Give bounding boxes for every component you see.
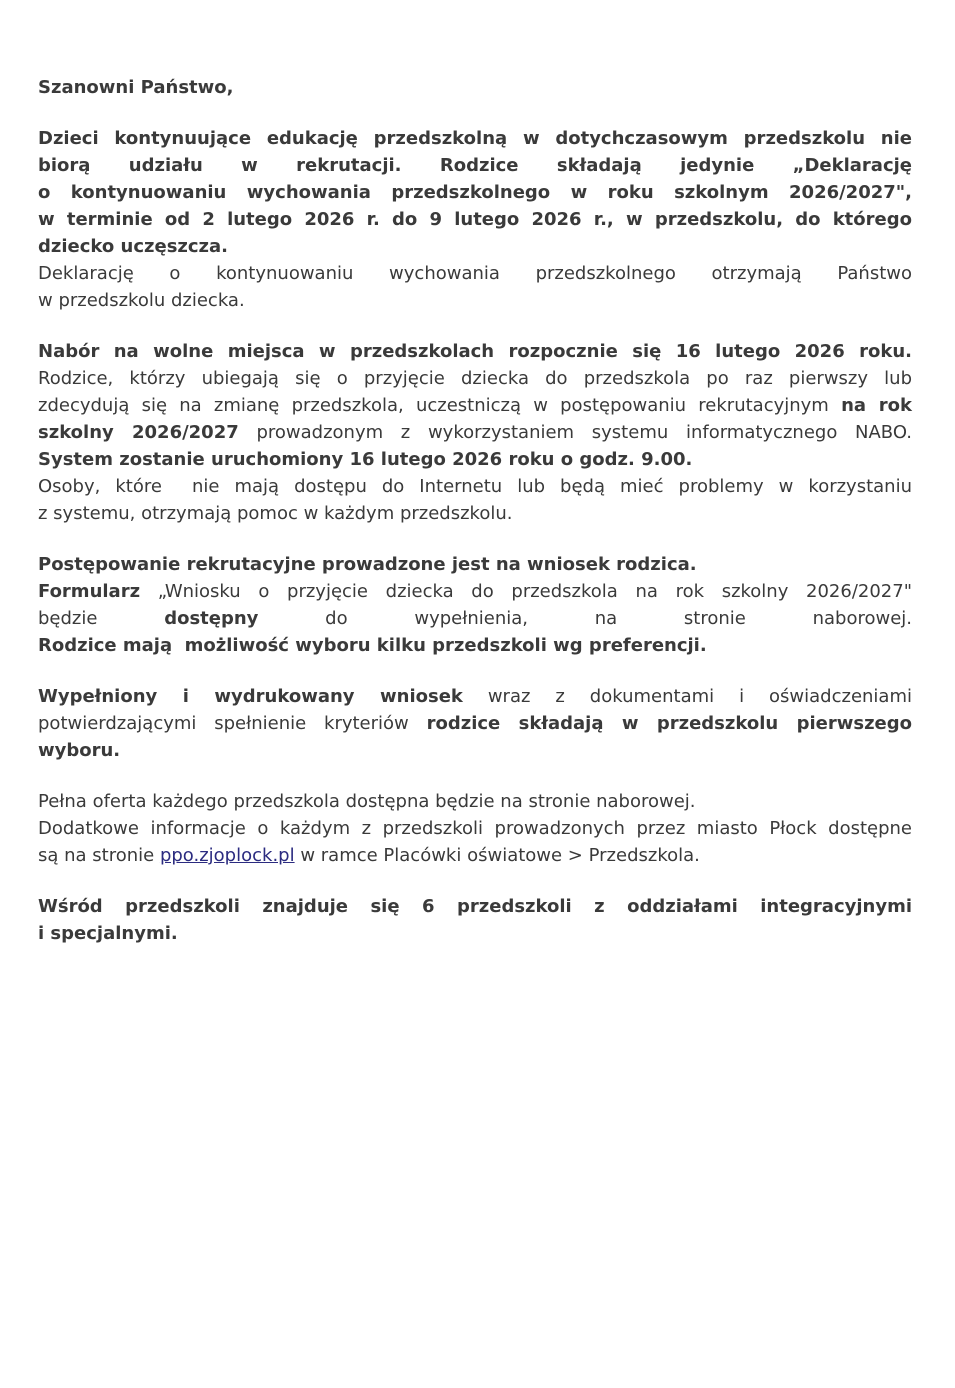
text-run: Osoby, które nie mają dostępu do Internetu lub będą mieć problemy w korzystaniu [38, 476, 912, 497]
text-run: będzie [38, 608, 165, 629]
text-run-bold: na rok [841, 395, 912, 416]
text-run: w przedszkolu dziecka. [38, 290, 245, 311]
text-run: w ramce Placówki oświatowe > Przedszkola. [294, 845, 700, 866]
paragraph-application-form [38, 551, 912, 659]
text-run-bold: rodzice składają w przedszkolu pierwszego [426, 713, 913, 734]
paragraph-offer-info [38, 788, 912, 869]
text-line [38, 179, 912, 206]
text-line [38, 392, 912, 419]
paragraph-integration-units [38, 893, 912, 947]
text-run-bold: Nabór na wolne miejsca w przedszkolach rozpocznie się 16 lutego 2026 roku. [38, 341, 912, 362]
text-run: są na stronie [38, 845, 160, 866]
text-line [38, 233, 912, 260]
text-line [38, 152, 912, 179]
text-run-bold: dziecko uczęszcza. [38, 236, 229, 257]
text-run: z systemu, otrzymają pomoc w każdym przedszkolu. [38, 503, 513, 524]
text-line [38, 473, 912, 500]
paragraph-salutation [38, 74, 912, 101]
link-ppo-zjoplock[interactable]: ppo.zjoplock.pl [159, 845, 295, 866]
text-line [38, 578, 912, 605]
text-line [38, 260, 912, 287]
paragraph-submission [38, 683, 912, 764]
text-run-bold: Postępowanie rekrutacyjne prowadzone jest na wniosek rodzica. [38, 554, 697, 575]
text-run-bold: i specjalnymi. [38, 923, 178, 944]
text-line [38, 893, 912, 920]
text-run: Dodatkowe informacje o każdym z przedszkoli prowadzonych przez miasto Płock dostępne [38, 818, 912, 839]
document-body [38, 74, 912, 947]
text-run-bold: szkolny 2026/2027 [38, 422, 239, 443]
text-run: Pełna oferta każdego przedszkola dostępna będzie na stronie naborowej. [38, 791, 696, 812]
text-line [38, 605, 912, 632]
text-run: do wypełnienia, na stronie naborowej. [258, 608, 913, 629]
text-line [38, 446, 912, 473]
text-run: wraz z dokumentami i oświadczeniami [462, 686, 912, 707]
text-run-bold: Wśród przedszkoli znajduje się 6 przedszkoli z oddziałami integracyjnymi [38, 896, 912, 917]
text-line [38, 338, 912, 365]
text-run-bold: wyboru. [38, 740, 121, 761]
text-run: Rodzice, którzy ubiegają się o przyjęcie dziecka do przedszkola po raz pierwszy lub [38, 368, 912, 389]
text-run: prowadzonym z wykorzystaniem systemu informatycznego NABO. [238, 422, 912, 443]
text-line [38, 815, 912, 842]
text-line [38, 287, 912, 314]
text-run-bold: biorą udziału w rekrutacji. Rodzice składają jedynie „Deklarację [38, 155, 912, 176]
text-line [38, 206, 912, 233]
text-line [38, 125, 912, 152]
text-run-bold: Rodzice mają możliwość wyboru kilku przedszkoli wg preferencji. [38, 635, 707, 656]
text-line [38, 683, 912, 710]
text-run: zdecydują się na zmianę przedszkola, uczestniczą w postępowaniu rekrutacyjnym [38, 395, 842, 416]
text-line [38, 419, 912, 446]
text-run: „Wniosku o przyjęcie dziecka do przedszkola na rok szkolny 2026/2027" [140, 581, 912, 602]
text-run: Deklarację o kontynuowaniu wychowania przedszkolnego otrzymają Państwo [38, 263, 912, 284]
paragraph-continuation-declaration [38, 125, 912, 314]
text-line [38, 551, 912, 578]
text-line [38, 500, 912, 527]
text-run-bold: o kontynuowaniu wychowania przedszkolnego w roku szkolnym 2026/2027", [38, 182, 912, 203]
text-line [38, 842, 912, 869]
text-line [38, 632, 912, 659]
paragraph-recruitment-start [38, 338, 912, 527]
text-run-bold: Formularz [38, 581, 141, 602]
text-run-bold: dostępny [164, 608, 259, 629]
text-line [38, 365, 912, 392]
text-line [38, 74, 912, 101]
text-run: potwierdzającymi spełnienie kryteriów [38, 713, 427, 734]
text-run-bold: Szanowni Państwo, [38, 77, 234, 98]
text-line [38, 737, 912, 764]
text-line [38, 788, 912, 815]
text-run-bold: Wypełniony i wydrukowany wniosek [38, 686, 463, 707]
text-line [38, 710, 912, 737]
text-run-bold: w terminie od 2 lutego 2026 r. do 9 lutego 2026 r., w przedszkolu, do którego [38, 209, 912, 230]
text-run-bold: System zostanie uruchomiony 16 lutego 2026 roku o godz. 9.00. [38, 449, 693, 470]
text-line [38, 920, 912, 947]
text-run-bold: Dzieci kontynuujące edukację przedszkolną w dotychczasowym przedszkolu nie [38, 128, 912, 149]
